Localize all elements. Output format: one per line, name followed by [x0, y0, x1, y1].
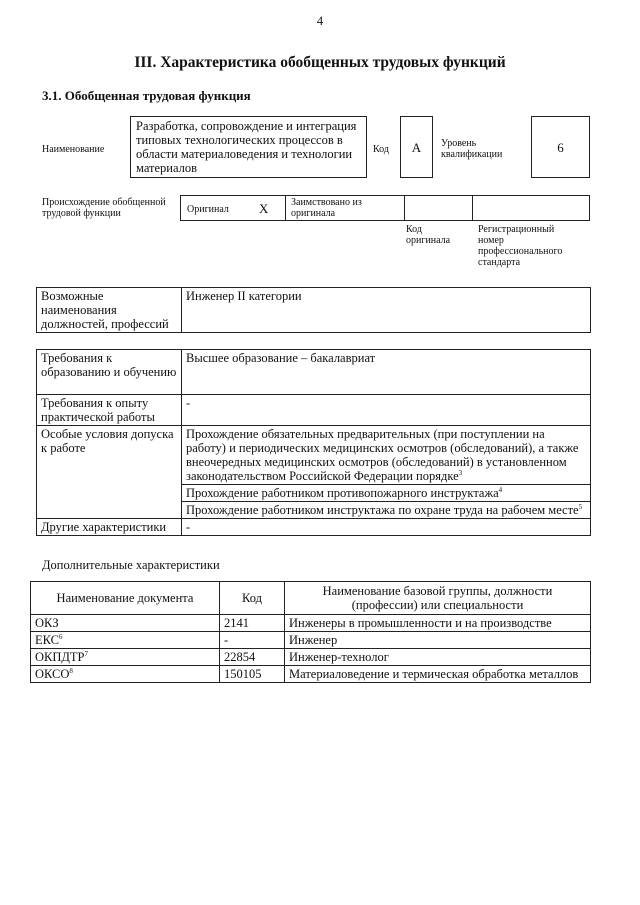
requirements-table: [36, 349, 591, 536]
col-code-header: Код: [220, 582, 285, 615]
subsection-title: 3.1. Обобщенная трудовая функция: [42, 88, 251, 103]
divider: [404, 196, 405, 220]
row-code: 22854: [220, 649, 285, 666]
table-row: [31, 615, 591, 632]
page-number: 4: [316, 14, 324, 28]
positions-value: Инженер II категории: [182, 288, 591, 333]
reg-number-caption: Регистрационный номер профессионального стандарта: [478, 224, 563, 268]
positions-table: [36, 287, 591, 333]
row-name: Инженеры в промышленности и на производстве: [285, 615, 591, 632]
footnote-mark: 8: [69, 666, 73, 675]
special-3-text: Прохождение работником инструктажа по охране труда на рабочем месте: [186, 503, 579, 517]
footnote-mark: 7: [84, 649, 89, 658]
education-value: Высшее образование – бакалавриат: [182, 350, 591, 395]
special-condition-3: [182, 502, 591, 519]
special-label: Особые условия допуска к работе: [37, 426, 182, 519]
table-row: [31, 666, 591, 683]
section-title: III. Характеристика обобщенных трудовых функций: [134, 54, 506, 71]
special-condition-1: [182, 426, 591, 485]
special-2-text: Прохождение работником противопожарного инструктажа: [186, 486, 499, 500]
footnote-mark: 4: [498, 485, 503, 494]
footnote-mark: 5: [578, 502, 583, 511]
education-label: Требования к образованию и обучению: [37, 350, 182, 395]
row-doc: [31, 649, 220, 666]
experience-label: Требования к опыту практической работы: [37, 395, 182, 426]
other-value: -: [182, 519, 591, 536]
row-name: Материаловедение и термическая обработка металлов: [285, 666, 591, 683]
divider: [472, 196, 473, 220]
original-label: Оригинал: [187, 204, 229, 215]
other-label: Другие характеристики: [37, 519, 182, 536]
experience-value: -: [182, 395, 591, 426]
level-value: 6: [531, 116, 590, 178]
footnote-mark: 6: [59, 632, 63, 641]
row-doc: [31, 615, 220, 632]
borrowed-label: Заимствовано из оригинала: [291, 197, 362, 219]
col-name-header: Наименование базовой группы, должности (профессии) или специальности: [285, 582, 591, 615]
additional-title: Дополнительные характеристики: [42, 558, 220, 572]
special-1-text: Прохождение обязательных предварительных (при поступлении на работу) и периодических медицинских осмотров (обследований), а также внеочередных медицинских осмотров (обследований) в установленном законодательством Российской Федерации порядке: [186, 427, 579, 483]
special-condition-2: [182, 485, 591, 502]
row-code: 2141: [220, 615, 285, 632]
row-code: 150105: [220, 666, 285, 683]
doc-text: ОКСО: [35, 667, 70, 681]
origin-label: Происхождение обобщенной трудовой функции: [42, 197, 166, 219]
origin-box: [180, 195, 590, 221]
level-label: Уровень квалификации: [441, 138, 503, 160]
doc-text: ЕКС: [35, 633, 59, 647]
table-row: [31, 632, 591, 649]
row-doc: [31, 632, 220, 649]
doc-text: ОКПДТР: [35, 650, 85, 664]
positions-label: Возможные наименования должностей, профессий: [37, 288, 182, 333]
footnote-mark: 3: [458, 468, 463, 477]
code-original-caption: Код оригинала: [406, 224, 451, 246]
code-value: A: [400, 116, 433, 178]
row-name: Инженер-технолог: [285, 649, 591, 666]
col-doc-header: Наименование документа: [31, 582, 220, 615]
original-mark: X: [259, 201, 269, 216]
row-name: Инженер: [285, 632, 591, 649]
table-row: [31, 649, 591, 666]
name-value: Разработка, сопровождение и интеграция типовых технологических процессов в области материаловедения и технологии материалов: [130, 116, 367, 178]
divider: [285, 196, 286, 220]
doc-text: ОКЗ: [35, 616, 59, 630]
name-label: Наименование: [42, 144, 105, 155]
code-label: Код: [373, 144, 389, 155]
row-doc: [31, 666, 220, 683]
additional-table: [30, 581, 591, 683]
row-code: -: [220, 632, 285, 649]
